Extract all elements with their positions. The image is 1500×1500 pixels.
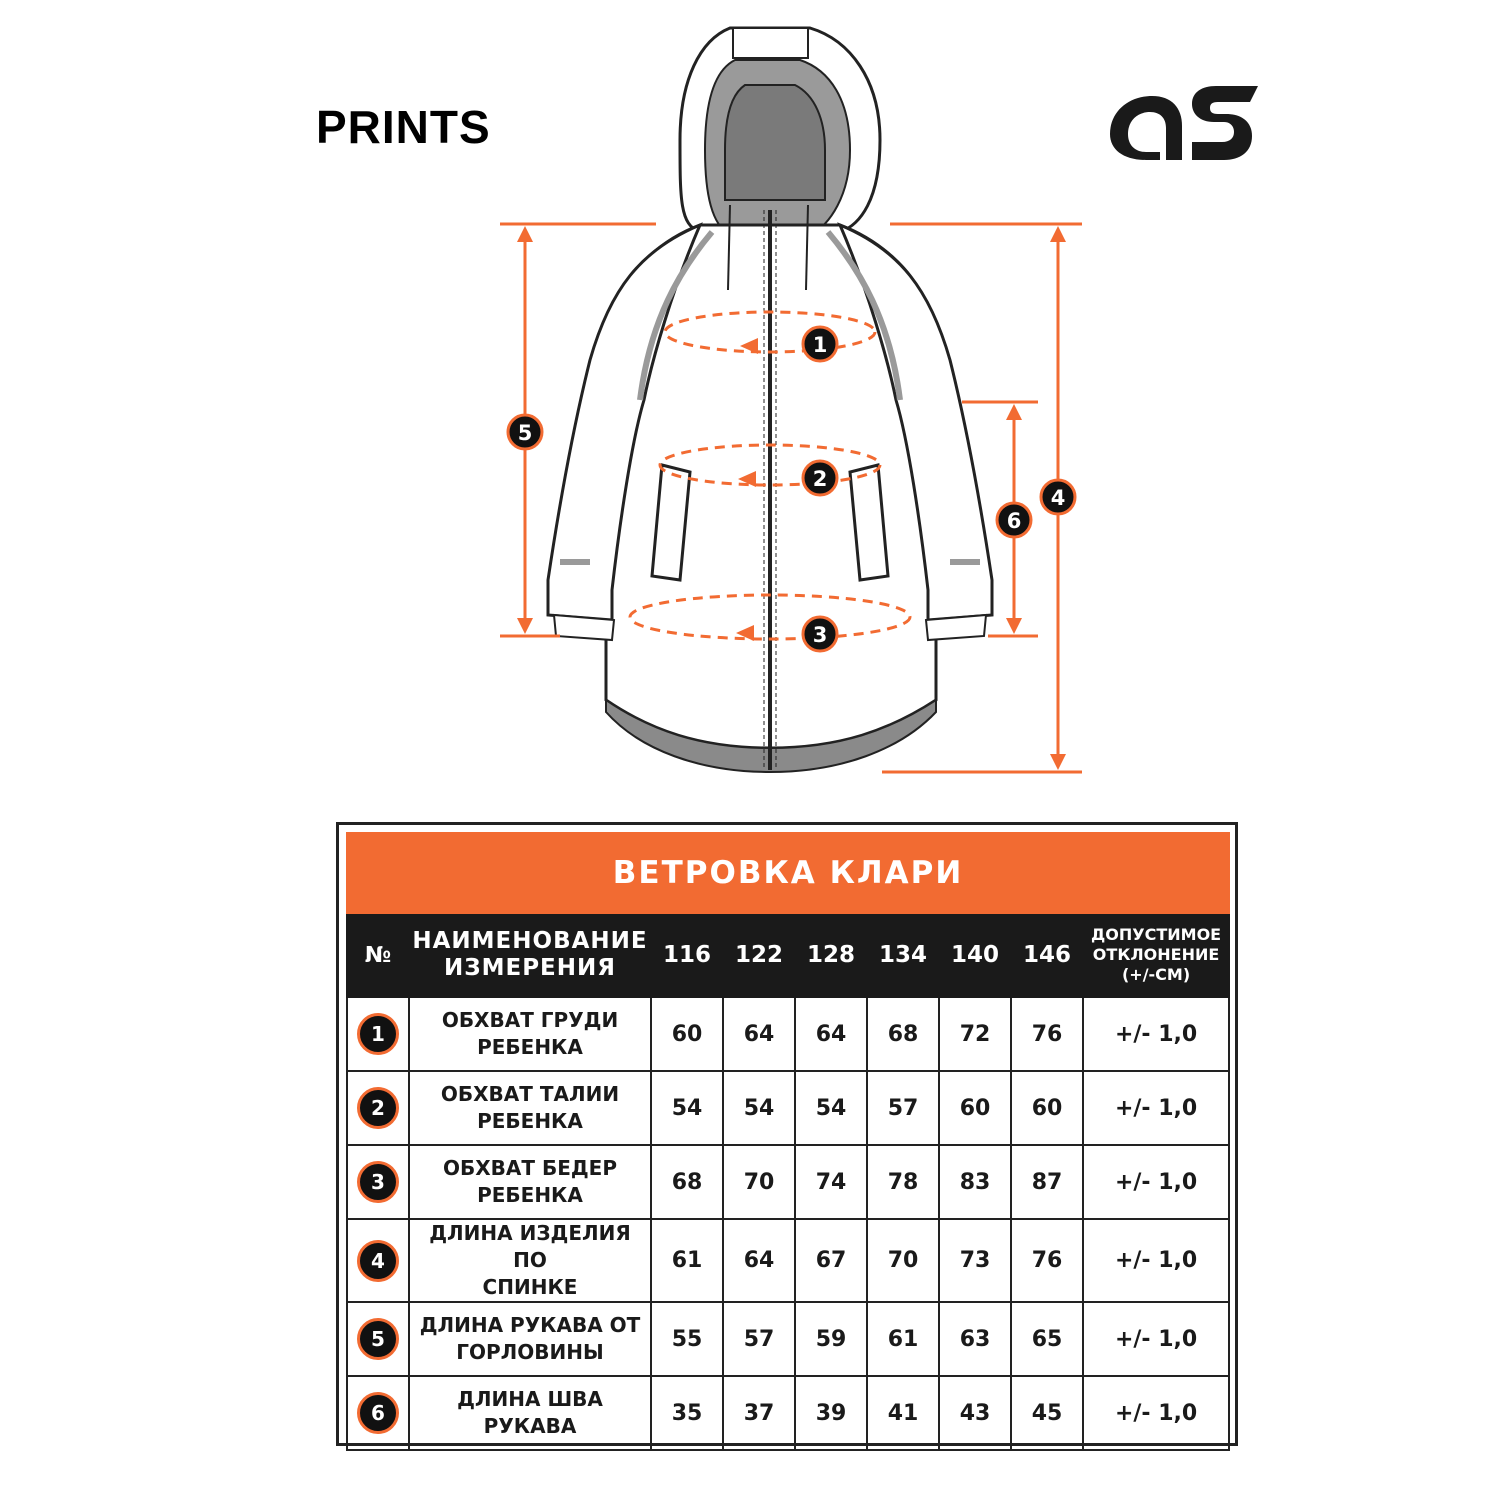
row-num <box>347 1302 409 1376</box>
marker-1 <box>803 327 837 361</box>
row-name-line1: ОБХВАТ БЕДЕР <box>442 1156 618 1180</box>
row-badge: 1 <box>357 1013 399 1055</box>
header-num: № <box>347 913 409 997</box>
table-row <box>347 1219 1229 1302</box>
row-badge: 3 <box>357 1161 399 1203</box>
table-row <box>347 1302 1229 1376</box>
marker-4 <box>1041 480 1075 514</box>
header-tolerance-line3: (+/-СМ) <box>1121 965 1191 984</box>
row-name <box>409 1071 651 1145</box>
row-value: 68 <box>867 997 939 1071</box>
row-value: 87 <box>1011 1145 1083 1219</box>
header-size: 140 <box>939 913 1011 997</box>
header-size: 116 <box>651 913 723 997</box>
row-name-line2: РЕБЕНКА <box>477 1183 583 1207</box>
row-value: 76 <box>1011 1219 1083 1302</box>
row-value: 68 <box>651 1145 723 1219</box>
header-name-line1: НАИМЕНОВАНИЕ <box>412 928 648 954</box>
row-value: 67 <box>795 1219 867 1302</box>
size-table-frame <box>336 822 1238 1446</box>
row-value: 55 <box>651 1302 723 1376</box>
header-name <box>409 913 651 997</box>
row-name <box>409 997 651 1071</box>
row-value: 65 <box>1011 1302 1083 1376</box>
row-value: 59 <box>795 1302 867 1376</box>
svg-text:4: 4 <box>1050 486 1066 510</box>
row-value: 37 <box>723 1376 795 1450</box>
row-value: 57 <box>723 1302 795 1376</box>
row-name-line1: ДЛИНА ШВА РУКАВА <box>457 1387 603 1438</box>
row-tolerance: +/- 1,0 <box>1083 1376 1229 1450</box>
header-tolerance-line1: ДОПУСТИМОЕ <box>1091 925 1222 944</box>
table-row <box>347 997 1229 1071</box>
svg-text:6: 6 <box>1006 509 1022 533</box>
row-name <box>409 1219 651 1302</box>
row-value: 35 <box>651 1376 723 1450</box>
table-row <box>347 1071 1229 1145</box>
row-value: 54 <box>795 1071 867 1145</box>
row-tolerance: +/- 1,0 <box>1083 1302 1229 1376</box>
row-name <box>409 1376 651 1450</box>
row-value: 83 <box>939 1145 1011 1219</box>
row-name <box>409 1302 651 1376</box>
row-tolerance: +/- 1,0 <box>1083 1145 1229 1219</box>
row-value: 60 <box>1011 1071 1083 1145</box>
right-cuff <box>926 615 986 640</box>
row-badge: 5 <box>357 1318 399 1360</box>
row-value: 64 <box>795 997 867 1071</box>
row-value: 72 <box>939 997 1011 1071</box>
row-num <box>347 1071 409 1145</box>
row-value: 45 <box>1011 1376 1083 1450</box>
marker-2 <box>803 461 837 495</box>
table-header-row <box>347 913 1229 997</box>
row-value: 76 <box>1011 997 1083 1071</box>
row-value: 61 <box>651 1219 723 1302</box>
row-num <box>347 1376 409 1450</box>
row-name <box>409 1145 651 1219</box>
row-value: 54 <box>723 1071 795 1145</box>
svg-text:5: 5 <box>517 421 533 445</box>
row-name-line2: РЕБЕНКА <box>477 1109 583 1133</box>
row-value: 63 <box>939 1302 1011 1376</box>
header-size: 128 <box>795 913 867 997</box>
marker-5 <box>508 415 542 449</box>
row-value: 70 <box>867 1219 939 1302</box>
row-name-line2: СПИНКЕ <box>482 1275 578 1299</box>
row-name-line1: ДЛИНА ИЗДЕЛИЯ ПО <box>429 1221 631 1272</box>
row-badge: 2 <box>357 1087 399 1129</box>
table-row <box>347 1376 1229 1450</box>
svg-text:3: 3 <box>812 623 828 647</box>
row-tolerance: +/- 1,0 <box>1083 1071 1229 1145</box>
row-num <box>347 1145 409 1219</box>
marker-3 <box>803 617 837 651</box>
svg-text:1: 1 <box>812 333 828 357</box>
row-badge: 4 <box>357 1240 399 1282</box>
header-size: 146 <box>1011 913 1083 997</box>
row-value: 54 <box>651 1071 723 1145</box>
size-table <box>346 832 1230 1451</box>
header-name-line2: ИЗМЕРЕНИЯ <box>444 955 616 981</box>
row-name-line2: ГОРЛОВИНЫ <box>456 1340 604 1364</box>
row-value: 64 <box>723 997 795 1071</box>
row-tolerance: +/- 1,0 <box>1083 997 1229 1071</box>
row-num <box>347 997 409 1071</box>
table-row <box>347 1145 1229 1219</box>
row-value: 70 <box>723 1145 795 1219</box>
marker-6 <box>997 503 1031 537</box>
row-value: 61 <box>867 1302 939 1376</box>
row-badge: 6 <box>357 1392 399 1434</box>
header-tolerance <box>1083 913 1229 997</box>
row-tolerance: +/- 1,0 <box>1083 1219 1229 1302</box>
header-tolerance-line2: ОТКЛОНЕНИЕ <box>1092 945 1220 964</box>
row-name-line1: ОБХВАТ ГРУДИ <box>441 1008 619 1032</box>
row-value: 43 <box>939 1376 1011 1450</box>
table-title: ВЕТРОВКА КЛАРИ <box>347 833 1229 913</box>
svg-text:2: 2 <box>812 467 828 491</box>
left-cuff <box>554 615 614 640</box>
brand-name: PRINTS <box>316 101 491 153</box>
row-name-line1: ОБХВАТ ТАЛИИ <box>440 1082 620 1106</box>
row-value: 78 <box>867 1145 939 1219</box>
row-value: 73 <box>939 1219 1011 1302</box>
row-value: 74 <box>795 1145 867 1219</box>
row-value: 60 <box>939 1071 1011 1145</box>
row-value: 57 <box>867 1071 939 1145</box>
row-name-line1: ДЛИНА РУКАВА ОТ <box>419 1313 641 1337</box>
row-value: 39 <box>795 1376 867 1450</box>
header-size: 134 <box>867 913 939 997</box>
row-value: 41 <box>867 1376 939 1450</box>
row-value: 60 <box>651 997 723 1071</box>
row-name-line2: РЕБЕНКА <box>477 1035 583 1059</box>
header-size: 122 <box>723 913 795 997</box>
row-num <box>347 1219 409 1302</box>
row-value: 64 <box>723 1219 795 1302</box>
